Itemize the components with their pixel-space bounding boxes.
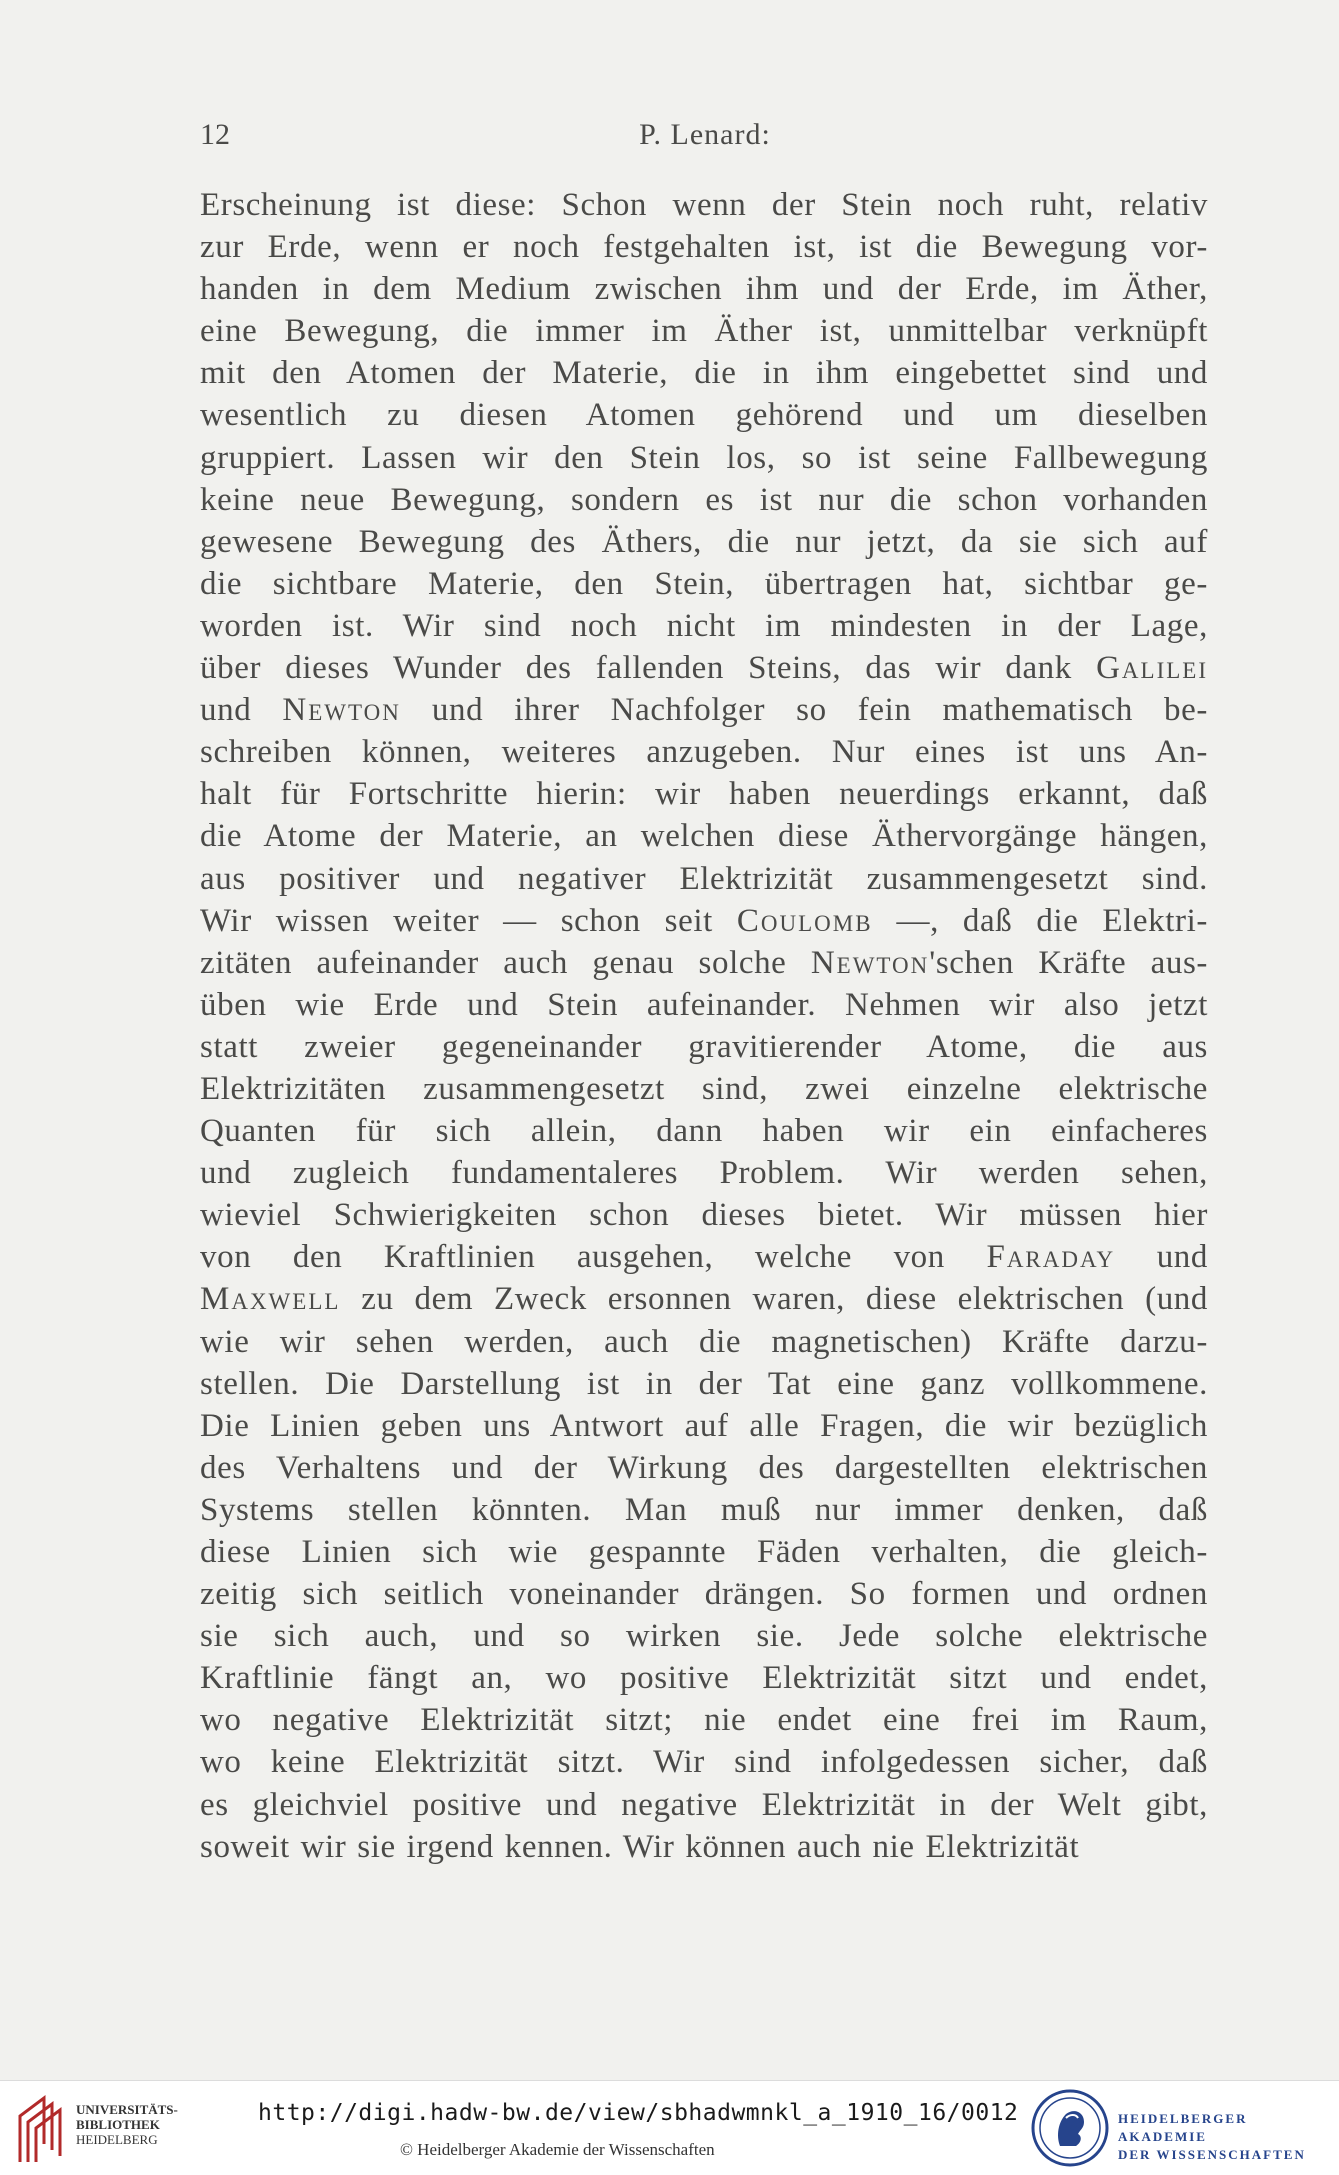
body-text xyxy=(200,184,1208,1868)
text-line xyxy=(200,184,1208,226)
text-segment: die Atome der Materie, an welchen diese Äthervorgänge hängen, xyxy=(200,818,1208,855)
text-segment: und xyxy=(200,692,283,729)
library-line-3: HEIDELBERG xyxy=(76,2132,158,2147)
text-line xyxy=(200,731,1208,773)
text-segment: und zugleich fundamentaleres Problem. Wir werden sehen, xyxy=(200,1155,1208,1192)
page-header xyxy=(200,118,1210,158)
text-line xyxy=(200,1194,1208,1236)
text-segment: stellen. Die Darstellung ist in der Tat eine ganz vollkommene. xyxy=(200,1365,1208,1402)
library-line-1: UNIVERSITÄTS- xyxy=(76,2102,178,2117)
text-line xyxy=(200,858,1208,900)
text-segment: zeitig sich seitlich voneinander drängen. So formen und ordnen xyxy=(200,1576,1208,1613)
text-line xyxy=(200,1236,1208,1278)
text-segment: handen in dem Medium zwischen ihm und der Erde, im Äther, xyxy=(200,271,1208,308)
text-segment: gewesene Bewegung des Äthers, die nur jetzt, da sie sich auf xyxy=(200,523,1208,560)
text-segment: Quanten für sich allein, dann haben wir ein einfacheres xyxy=(200,1113,1208,1150)
person-name: Coulomb xyxy=(736,902,873,939)
library-line-2: BIBLIOTHEK xyxy=(76,2117,160,2132)
text-segment: aus positiver und negativer Elektrizität zusammengesetzt sind. xyxy=(200,860,1208,897)
person-name: Newton xyxy=(810,944,930,981)
text-segment: sie sich auch, und so wirken sie. Jede solche elektrische xyxy=(200,1618,1208,1655)
text-segment: üben wie Erde und Stein aufeinander. Nehmen wir also jetzt xyxy=(200,986,1208,1023)
person-name: Maxwell xyxy=(200,1281,341,1318)
text-line xyxy=(200,1447,1208,1489)
academy-line-1: HEIDELBERGER AKADEMIE xyxy=(1118,2111,1248,2144)
text-line xyxy=(200,900,1208,942)
text-line xyxy=(200,1784,1208,1826)
text-segment: Wir wissen weiter — schon seit xyxy=(200,902,737,939)
text-segment: Die Linien geben uns Antwort auf alle Fragen, die wir bezüglich xyxy=(200,1407,1208,1444)
text-line xyxy=(200,268,1208,310)
text-line xyxy=(200,310,1208,352)
text-line xyxy=(200,352,1208,394)
text-line xyxy=(200,1657,1208,1699)
text-segment: statt zweier gegeneinander gravitierender Atome, die aus xyxy=(200,1028,1208,1065)
text-line xyxy=(200,479,1208,521)
text-segment: gruppiert. Lassen wir den Stein los, so ist seine Fallbewegung xyxy=(200,439,1208,476)
text-line xyxy=(200,1363,1208,1405)
person-name: Faraday xyxy=(986,1239,1116,1276)
text-line xyxy=(200,521,1208,563)
text-segment: wo negative Elektrizität sitzt; nie endet eine frei im Raum, xyxy=(200,1702,1208,1739)
text-segment: mit den Atomen der Materie, die in ihm eingebettet sind und xyxy=(200,355,1208,392)
text-line xyxy=(200,984,1208,1026)
text-segment: die sichtbare Materie, den Stein, übertragen hat, sichtbar ge- xyxy=(200,565,1208,602)
text-segment: schreiben können, weiteres anzugeben. Nur eines ist uns An- xyxy=(200,734,1208,771)
text-segment: worden ist. Wir sind noch nicht im mindesten in der Lage, xyxy=(200,607,1208,644)
text-segment: von den Kraftlinien ausgehen, welche von xyxy=(200,1239,987,1276)
text-line xyxy=(200,1026,1208,1068)
text-line xyxy=(200,773,1208,815)
text-segment: wieviel Schwierigkeiten schon dieses bietet. Wir müssen hier xyxy=(200,1197,1208,1234)
text-segment: halt für Fortschritte hierin: wir haben neuerdings erkannt, daß xyxy=(200,776,1208,813)
text-segment: 'schen Kräfte aus- xyxy=(929,944,1208,981)
text-segment: soweit wir sie irgend kennen. Wir können auch nie Elektrizität xyxy=(200,1828,1080,1865)
text-segment: Erscheinung ist diese: Schon wenn der Stein noch ruht, relativ xyxy=(200,187,1208,223)
text-segment: es gleichviel positive und negative Elektrizität in der Welt gibt, xyxy=(200,1786,1208,1823)
text-line xyxy=(200,1826,1208,1868)
person-name: Newton xyxy=(282,692,401,729)
text-segment: wie wir sehen werden, auch die magnetischen) Kräfte darzu- xyxy=(200,1323,1208,1360)
text-segment: über dieses Wunder des fallenden Steins, das wir dank xyxy=(200,650,1097,687)
text-line xyxy=(200,1321,1208,1363)
text-segment: wesentlich zu diesen Atomen gehörend und um dieselben xyxy=(200,397,1208,434)
text-segment: Elektrizitäten zusammengesetzt sind, zwei einzelne elektrische xyxy=(200,1070,1208,1107)
university-library-logo-icon xyxy=(14,2094,70,2164)
text-segment: diese Linien sich wie gespannte Fäden verhalten, die gleich- xyxy=(200,1534,1208,1570)
text-segment: Kraftlinie fängt an, wo positive Elektrizität sitzt und endet, xyxy=(200,1660,1208,1697)
text-segment: —, daß die Elektri- xyxy=(872,902,1208,939)
text-segment: zu dem Zweck ersonnen waren, diese elektrischen (und xyxy=(340,1281,1208,1318)
text-segment: keine neue Bewegung, sondern es ist nur die schon vorhanden xyxy=(200,481,1208,518)
text-segment: zitäten aufeinander auch genau solche xyxy=(200,944,811,981)
text-segment: und ihrer Nachfolger so fein mathematisch be- xyxy=(400,692,1208,729)
text-line xyxy=(200,1615,1208,1657)
running-head: P. Lenard: xyxy=(639,118,771,151)
text-line xyxy=(200,1573,1208,1615)
permalink-url[interactable]: http://digi.hadw-bw.de/view/sbhadwmnkl_a_1910_16/0012 xyxy=(258,2100,1019,2126)
academy-line-2: DER WISSENSCHAFTEN xyxy=(1118,2147,1306,2162)
text-line xyxy=(200,815,1208,857)
text-line xyxy=(200,1405,1208,1447)
text-line xyxy=(200,226,1208,268)
text-line xyxy=(200,605,1208,647)
university-library-name xyxy=(76,2102,178,2147)
text-line xyxy=(200,689,1208,731)
text-line xyxy=(200,1152,1208,1194)
text-segment: wo keine Elektrizität sitzt. Wir sind infolgedessen sicher, daß xyxy=(200,1744,1208,1781)
person-name: Galilei xyxy=(1096,650,1208,687)
text-line xyxy=(200,563,1208,605)
text-line xyxy=(200,647,1208,689)
text-line xyxy=(200,1110,1208,1152)
text-segment: zur Erde, wenn er noch festgehalten ist, ist die Bewegung vor- xyxy=(200,229,1208,266)
text-line xyxy=(200,1489,1208,1531)
text-line xyxy=(200,1068,1208,1110)
text-line xyxy=(200,437,1208,479)
text-segment: des Verhaltens und der Wirkung des dargestellten elektrischen xyxy=(200,1449,1208,1486)
text-line xyxy=(200,1699,1208,1741)
text-line xyxy=(200,394,1208,436)
academy-name xyxy=(1118,2110,1339,2164)
text-line xyxy=(200,1531,1208,1573)
text-line xyxy=(200,1278,1208,1320)
text-line xyxy=(200,942,1208,984)
text-segment: Systems stellen könnten. Man muß nur immer denken, daß xyxy=(200,1491,1208,1528)
copyright-notice: © Heidelberger Akademie der Wissenschaften xyxy=(400,2140,715,2159)
academy-seal-icon xyxy=(1030,2088,1110,2168)
text-segment: eine Bewegung, die immer im Äther ist, unmittelbar verknüpft xyxy=(200,313,1208,350)
page-number: 12 xyxy=(200,118,230,151)
text-segment: und xyxy=(1115,1239,1208,1276)
text-line xyxy=(200,1741,1208,1783)
